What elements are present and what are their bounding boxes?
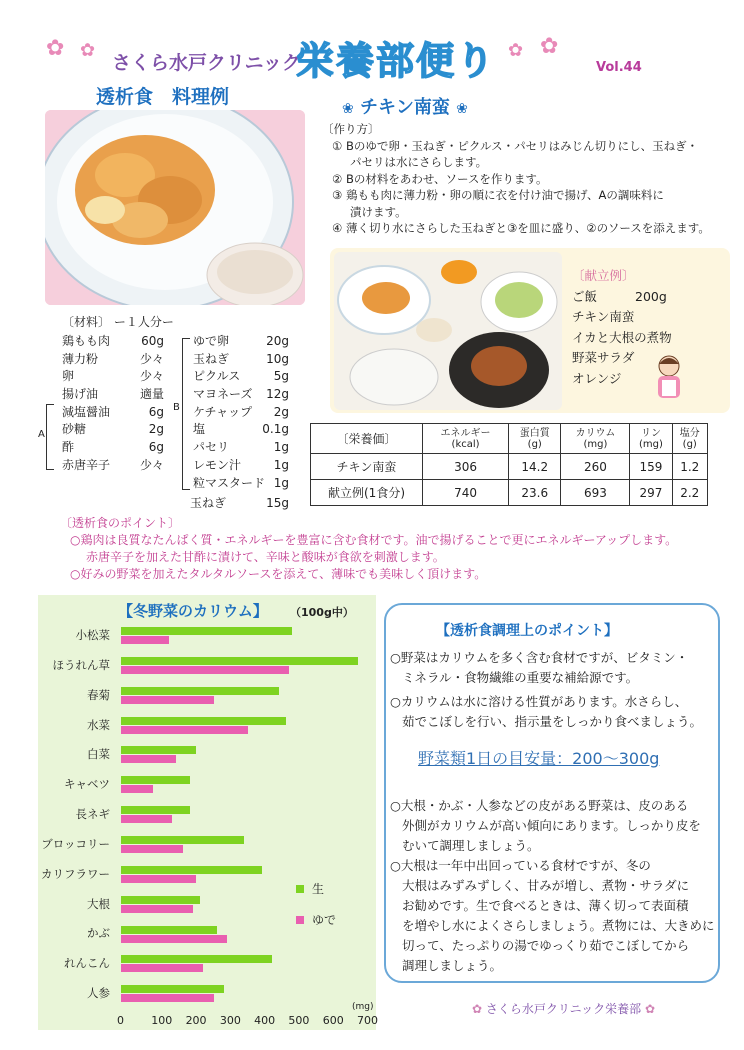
ingredient-row: パセリ 1g — [193, 440, 289, 455]
ingredient-row: ケチャップ 2g — [193, 404, 289, 419]
ingredient-row: ゆで卵 20g — [193, 334, 289, 348]
chart-title: 【冬野菜のカリウム】 — [118, 602, 268, 620]
label-b: B — [173, 402, 180, 413]
step-line: 漬けます。 — [350, 204, 407, 219]
flower-icon: ✿ — [46, 36, 65, 61]
flower-icon: ✿ — [472, 1002, 483, 1016]
bar-raw — [121, 776, 190, 784]
chart-category-label: 長ネギ — [75, 807, 110, 822]
chart-category-label: かぶ — [87, 926, 110, 941]
point-line: 赤唐辛子を加えた甘酢に漬けて、辛味と酸味が食欲を刺激します。 — [86, 550, 445, 564]
bar-boiled — [121, 636, 169, 644]
legend-swatch-boiled — [296, 916, 304, 924]
tips-block-2: ○カリウムは水に溶ける性質があります。水さらし、 茹でこぼしを行い、指示量をしっかり食べましょう。 — [390, 694, 703, 729]
point-line: ○鶏肉は良質なたんぱく質・エネルギーを豊富に含む食材です。油で揚げることで更にエネルギーアップします。 — [70, 533, 678, 547]
menu-photo — [334, 252, 562, 410]
legend-swatch-raw — [296, 885, 304, 893]
ingredient-row: レモン汁 1g — [193, 457, 289, 472]
dish-title — [342, 93, 468, 119]
menu-item: オレンジ — [572, 370, 622, 386]
ingredient-row: 揚げ油 適量 — [62, 387, 164, 402]
ingredient-row: 鶏もも肉 60g — [62, 334, 164, 348]
flower-icon: ❀ — [342, 101, 354, 117]
label-a: A — [38, 429, 45, 440]
step-line: ④ 薄く切り水にさらした玉ねぎと③を皿に盛り、②のソースを添えます。 — [332, 221, 710, 235]
chart-x-tick: 700 — [357, 1014, 378, 1027]
bar-boiled — [121, 875, 196, 883]
ingredient-row: 砂糖 2g — [62, 422, 164, 437]
chef-illustration — [650, 352, 688, 404]
point-line: ○好みの野菜を加えたタルタルソースを添えて、薄味でも美味しく頂けます。 — [70, 567, 487, 581]
ingredient-row: 卵 少々 — [62, 369, 164, 384]
step-line: ② Bの材料をあわせ、ソースを作ります。 — [332, 171, 548, 186]
bar-boiled — [121, 935, 227, 943]
bar-boiled — [121, 666, 289, 674]
menu-item: ご飯 200g — [572, 288, 667, 304]
chart-legend — [296, 880, 336, 928]
flower-icon: ✿ — [645, 1002, 656, 1016]
chart-category-label: 春菊 — [87, 687, 110, 702]
bar-raw — [121, 806, 190, 814]
chart-x-tick: 0 — [117, 1014, 124, 1027]
bar-raw — [121, 657, 358, 665]
chart-categories — [0, 621, 110, 1009]
bracket-a — [46, 404, 54, 470]
ingredients-right — [193, 333, 289, 492]
chart-category-label: ブロッコリー — [41, 836, 110, 851]
section-title: 透析食 料理例 — [96, 86, 230, 108]
ingredients-heading: 〔材料〕 ー１人分ー — [62, 315, 174, 329]
chart-category-label: カリフラワー — [41, 866, 110, 881]
nutrition-table: 〔栄養価〕 エネルギー (kcal) 蛋白質 (g) カリウム (mg) リン (mg) 塩分 (g) チキン南蛮 306 14.2 260 159 1.2 献立例(1食分) 740 23.6 693 297 2.2 — [310, 423, 708, 506]
legend-label: ゆで — [312, 913, 337, 927]
clinic-name: さくら水戸クリニック — [112, 52, 301, 74]
steps-heading: 〔作り方〕 — [322, 122, 380, 136]
ingredient-row: マヨネーズ 12g — [193, 387, 289, 402]
newsletter-title: 栄養部便り — [296, 39, 497, 83]
step-line: ③ 鶏もも肉に薄力粉・卵の順に衣を付け油で揚げ、Aの調味料に — [332, 188, 664, 202]
ingredient-row: 玉ねぎ 10g — [193, 351, 289, 366]
tips-block-4: ○大根は一年中出回っている食材ですが、冬の 大根はみずみずしく、甘みが増し、煮物・サラダに お勧めです。生で食べるときは、薄く切って表面積 を増やし水によくさらしましょう。煮物には、大きめに 切って、たっぷりの湯でゆっくり茹でこぼしてから 調理しましょう。 — [390, 858, 715, 973]
chart-x-tick: 300 — [219, 1014, 241, 1027]
ingredients-left — [62, 333, 164, 475]
footer-text: さくら水戸クリニック栄養部 — [485, 1002, 642, 1016]
menu-item: チキン南蛮 — [572, 309, 635, 324]
legend-label: 生 — [312, 882, 325, 896]
chart-x-tick: 200 — [185, 1014, 207, 1027]
nutrition-row: 献立例(1食分) 740 23.6 693 297 2.2 — [311, 480, 708, 506]
bar-raw — [121, 717, 286, 725]
bar-boiled — [121, 964, 203, 972]
menu-item: イカと大根の煮物 — [572, 329, 672, 345]
ingredient-row: ピクルス 5g — [193, 369, 289, 384]
chart-category-label: 水菜 — [87, 717, 110, 732]
bar-raw — [121, 687, 279, 695]
menu-heading: 〔献立例〕 — [572, 268, 635, 283]
footer — [472, 1000, 655, 1017]
chart-category-label: キャベツ — [64, 777, 110, 792]
ingredient-row: 玉ねぎ 15g — [190, 496, 289, 510]
recipe-steps — [322, 121, 732, 237]
bar-boiled — [121, 905, 193, 913]
bar-boiled — [121, 815, 172, 823]
bar-raw — [121, 926, 217, 934]
bar-raw — [121, 896, 200, 904]
bar-raw — [121, 985, 224, 993]
chart-bars — [121, 621, 361, 1009]
flower-icon: ❀ — [456, 101, 468, 117]
menu-item: 野菜サラダ — [572, 350, 635, 365]
chart-x-tick: 100 — [151, 1014, 173, 1027]
chart-category-label: ほうれん草 — [52, 657, 110, 672]
ingredient-row: 酢 6g — [62, 440, 164, 455]
ingredient-row: 粒マスタード 1g — [193, 475, 289, 490]
tips-heading: 【透析食調理上のポイント】 — [436, 623, 618, 639]
daily-target: 野菜類1日の目安量：200～300g — [418, 749, 660, 768]
chart-x-tick: 500 — [288, 1014, 310, 1027]
bar-boiled — [121, 755, 176, 763]
chart-x-tick: 400 — [254, 1014, 276, 1027]
chart-category-label: れんこん — [64, 956, 110, 971]
ingredient-row: 減塩醤油 6g — [62, 404, 164, 419]
chart-category-label: 白菜 — [87, 747, 110, 762]
bar-raw — [121, 866, 262, 874]
bar-raw — [121, 627, 292, 635]
flower-icon: ✿ — [540, 34, 559, 59]
chart-category-label: 小松菜 — [75, 628, 110, 642]
step-line: パセリは水にさらします。 — [350, 155, 488, 169]
bar-boiled — [121, 994, 214, 1002]
bar-boiled — [121, 726, 248, 734]
flower-icon: ✿ — [80, 40, 96, 61]
diet-points — [60, 515, 740, 583]
bar-boiled — [121, 785, 153, 793]
ingredient-row: 塩 0.1g — [193, 422, 289, 437]
step-line: ① Bのゆで卵・玉ねぎ・ピクルス・パセリはみじん切りにし、玉ねぎ・ — [332, 138, 699, 153]
chart-unit: (mg) — [352, 1002, 374, 1012]
bar-boiled — [121, 696, 214, 704]
volume-number: Vol.44 — [596, 60, 642, 75]
points-heading: 〔透析食のポイント〕 — [60, 516, 181, 530]
dish-title-text: チキン南蛮 — [360, 97, 450, 118]
bracket-b — [182, 338, 190, 490]
bar-boiled — [121, 845, 183, 853]
ingredient-row: 薄力粉 少々 — [62, 351, 164, 366]
flower-icon: ✿ — [508, 40, 524, 61]
bar-raw — [121, 746, 196, 754]
ingredient-row: 赤唐辛子 少々 — [62, 457, 164, 472]
chart-category-label: 大根 — [87, 896, 110, 911]
chart-x-tick: 600 — [322, 1014, 344, 1027]
tips-block-3: ○大根・かぶ・人参などの皮がある野菜は、皮のある 外側がカリウムが高い傾向にあります。しっかり皮を むいて調理しましょう。 — [390, 798, 701, 853]
tips-block-1: ○野菜はカリウムを多く含む食材ですが、ビタミン・ ミネラル・食物繊維の重要な補給源です。 — [390, 650, 689, 685]
dish-photo — [45, 110, 305, 305]
nutrition-heading: 〔栄養価〕 — [311, 424, 423, 454]
chart-subtitle: （100g中） — [290, 606, 354, 619]
bar-raw — [121, 955, 272, 963]
chart-category-label: 人参 — [87, 986, 110, 1001]
nutrition-row: チキン南蛮 306 14.2 260 159 1.2 — [311, 454, 708, 480]
bar-raw — [121, 836, 244, 844]
